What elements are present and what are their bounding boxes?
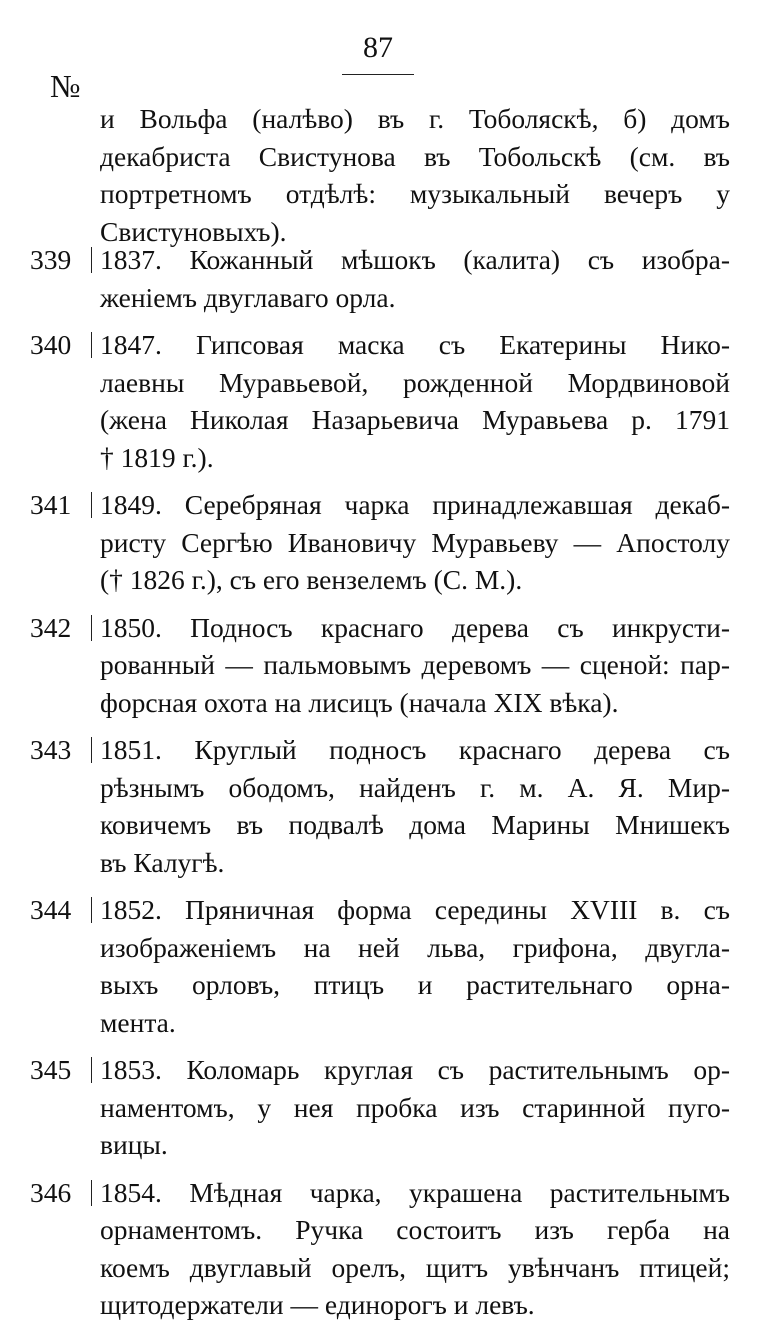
text-line: 1853. Коломарь круглая съ растительнымъ ор- [100,1054,730,1085]
entry-text [100,1051,730,1164]
text-line: декабриста Свистунова въ Тобольскѣ (см. въ [100,140,730,172]
entry-text [100,731,730,881]
text-line: женіемъ двуглаваго орла. [100,281,396,313]
continued-entry-text [100,100,730,250]
entry-separator [91,247,92,273]
text-line: ковичемъ въ подвалѣ дома Марины Мнишекъ [100,809,730,840]
numero-mark: № [50,68,81,104]
entry-number: 344 [30,894,72,925]
catalog-entry-343 [30,731,730,881]
entry-separator [91,1180,92,1206]
text-line: рѣзнымъ ободомъ, найденъ г. м. А. Я. Мир- [100,771,730,803]
text-line: лаевны Муравьевой, рожденной Мордвиновой [100,366,730,398]
entry-number: 341 [30,489,72,520]
text-line: портретномъ отдѣлѣ: музыкальный вечеръ у [100,178,730,209]
catalog-entries [30,241,730,1334]
text-line: (жена Николая Назарьевича Муравьева р. 1791 [100,404,730,435]
text-line: 1850. Подносъ краснаго дерева съ инкрусти- [100,611,730,643]
page-number-rule [342,74,414,75]
text-line: наментомъ, у нея пробка изъ старинной пуго- [100,1091,730,1123]
text-line: и Вольфа (налѣво) въ г. Тоболяскѣ, б) домъ [100,103,730,134]
entry-separator [91,332,92,358]
text-line: 1847. Гипсовая маска съ Екатерины Нико- [100,329,730,360]
text-line: ристу Сергѣю Ивановичу Муравьеву — Апостолу [100,526,730,558]
text-line: коемъ двуглавый орелъ, щитъ увѣнчанъ птицей; [100,1251,730,1283]
text-line: изображеніемъ на ней льва, грифона, двугла- [100,931,730,963]
entry-separator [91,737,92,763]
text-line: орнаментомъ. Ручка состоитъ изъ герба на [100,1214,730,1245]
entry-number: 346 [30,1176,72,1208]
entry-text [100,609,730,722]
catalog-entry-346 [30,1174,730,1324]
text-line: рованный — пальмовымъ деревомъ — сценой: пар- [100,649,730,680]
catalog-entry-341 [30,486,730,599]
text-line: выхъ орловъ, птицъ и растительнаго орна- [100,969,730,1000]
text-line: 1851. Круглый подносъ краснаго дерева съ [100,734,730,765]
entry-number: 345 [30,1054,72,1085]
entry-separator [91,1057,92,1083]
catalog-entry-340 [30,326,730,476]
catalog-entry-345 [30,1051,730,1164]
entry-number: 339 [30,244,72,275]
entry-separator [91,492,92,518]
text-line: мента. [100,1006,176,1038]
entry-number: 343 [30,734,72,765]
entry-text [100,891,730,1041]
entry-number: 342 [30,611,72,643]
entry-text [100,326,730,476]
catalog-entry-342 [30,609,730,722]
catalog-entry-344 [30,891,730,1041]
entry-text [100,1174,730,1324]
text-line: 1854. Мѣдная чарка, украшена растительнымъ [100,1176,730,1208]
catalog-entry-339 [30,241,730,316]
text-line: вицы. [100,1129,168,1160]
entry-separator [91,897,92,923]
text-line: Свистуновыхъ). [100,215,287,247]
text-line: 1849. Серебряная чарка принадлежавшая декаб- [100,489,730,520]
text-line: въ Калугѣ. [100,846,225,878]
text-line: † 1819 г.). [100,441,214,473]
text-line: форсная охота на лисицъ (начала XIX вѣка). [100,686,619,718]
entry-separator [91,615,92,641]
entry-number: 340 [30,329,72,360]
text-line: 1837. Кожанный мѣшокъ (калита) съ изобра- [100,244,730,275]
page-number: 87 [363,31,393,64]
text-line: 1852. Пряничная форма середины XVIII в. съ [100,894,730,925]
entry-text [100,486,730,599]
text-line: щитодержатели — единорогъ и левъ. [100,1289,535,1320]
text-line: († 1826 г.), съ его вензелемъ (С. М.). [100,564,523,595]
entry-text [100,241,730,316]
